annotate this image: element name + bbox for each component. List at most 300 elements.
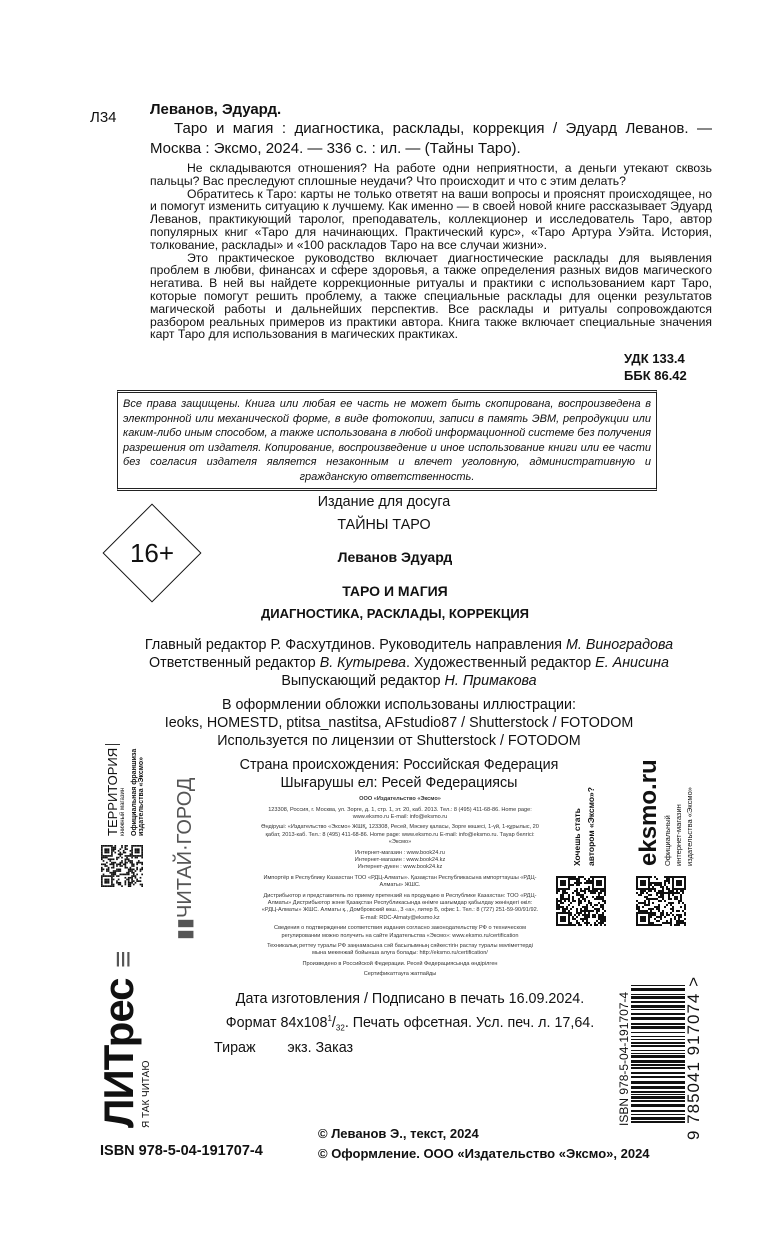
print-info	[200, 989, 620, 1059]
country-origin-kz: Шығарушы ел: Ресей Федерациясы	[280, 775, 518, 792]
qr-module	[564, 918, 566, 920]
qr-module	[664, 900, 666, 902]
qr-module	[674, 896, 676, 898]
qr-module	[562, 910, 564, 912]
qr-module	[664, 876, 666, 878]
qr-module	[668, 882, 670, 884]
qr-module	[658, 890, 660, 892]
qr-module	[596, 888, 598, 890]
qr-module	[674, 888, 676, 890]
qr-module	[668, 894, 670, 896]
qr-module	[642, 890, 644, 892]
qr-module	[118, 863, 120, 865]
qr-module	[118, 869, 120, 871]
qr-module	[580, 896, 582, 898]
qr-module	[131, 879, 133, 881]
qr-module	[650, 916, 652, 918]
qr-module	[556, 918, 558, 920]
qr-module	[644, 918, 646, 920]
qr-module	[113, 870, 115, 872]
qr-module	[588, 882, 590, 884]
qr-module	[562, 880, 564, 882]
qr-module	[654, 914, 656, 916]
qr-module	[560, 898, 562, 900]
qr-module	[556, 924, 558, 926]
copyright-line: © Леванов Э., текст, 2024	[318, 1126, 479, 1141]
qr-module	[121, 865, 123, 867]
qr-module	[638, 910, 640, 912]
qr-module	[640, 910, 642, 912]
qr-module	[113, 884, 115, 886]
qr-module	[666, 920, 668, 922]
qr-module	[566, 924, 568, 926]
qr-module	[564, 900, 566, 902]
publisher-line: ООО «Издательство «Эксмо»	[359, 796, 441, 803]
qr-module	[135, 877, 137, 879]
qr-module	[676, 898, 678, 900]
qr-module	[650, 894, 652, 896]
qr-module	[125, 847, 127, 849]
qr-module	[562, 894, 564, 896]
qr-module	[648, 918, 650, 920]
qr-module	[640, 882, 642, 884]
qr-module	[556, 904, 558, 906]
qr-module	[556, 878, 558, 880]
qr-module	[576, 884, 578, 886]
qr-module	[680, 906, 682, 908]
qr-module	[656, 916, 658, 918]
qr-module	[562, 918, 564, 920]
qr-module	[580, 888, 582, 890]
qr-module	[600, 914, 602, 916]
qr-module	[578, 914, 580, 916]
qr-module	[594, 876, 596, 878]
qr-module	[136, 845, 138, 847]
qr-module	[654, 906, 656, 908]
qr-module	[126, 848, 128, 850]
qr-module	[568, 922, 570, 924]
qr-module	[680, 882, 682, 884]
qr-module	[654, 898, 656, 900]
qr-module	[678, 882, 680, 884]
qr-module	[590, 910, 592, 912]
qr-module	[656, 920, 658, 922]
qr-module	[141, 845, 143, 847]
qr-module	[648, 904, 650, 906]
qr-module	[662, 898, 664, 900]
qr-module	[664, 892, 666, 894]
qr-module	[125, 862, 127, 864]
qr-module	[588, 902, 590, 904]
qr-module	[556, 912, 558, 914]
isbn: ISBN 978-5-04-191707-4	[100, 1143, 263, 1159]
qr-module	[131, 865, 133, 867]
qr-module	[668, 902, 670, 904]
qr-module	[560, 918, 562, 920]
qr-module	[678, 902, 680, 904]
qr-module	[136, 862, 138, 864]
qr-module	[128, 874, 130, 876]
barcode-bar	[631, 1110, 685, 1112]
barcode-bar	[631, 1081, 685, 1084]
udk-code: УДК 133.4	[624, 351, 685, 367]
qr-module	[114, 862, 116, 864]
qr-module	[644, 876, 646, 878]
qr-module	[560, 916, 562, 918]
qr-module	[678, 876, 680, 878]
qr-module	[582, 920, 584, 922]
qr-module	[111, 879, 113, 881]
qr-module	[566, 892, 568, 894]
qr-module	[582, 906, 584, 908]
format-den: 32	[335, 1023, 345, 1033]
qr-module	[103, 845, 105, 847]
qr-module	[648, 902, 650, 904]
qr-module	[676, 890, 678, 892]
qr-module	[128, 877, 130, 879]
qr-module	[676, 884, 678, 886]
qr-module	[568, 924, 570, 926]
qr-module	[133, 875, 135, 877]
qr-module	[141, 852, 143, 854]
qr-module	[660, 912, 662, 914]
qr-module	[636, 892, 638, 894]
qr-module	[684, 882, 686, 884]
qr-module	[126, 872, 128, 874]
qr-module	[560, 912, 562, 914]
qr-module	[652, 912, 654, 914]
qr-module	[682, 890, 684, 892]
qr-module	[586, 922, 588, 924]
qr-module	[650, 898, 652, 900]
qr-module	[670, 904, 672, 906]
qr-module	[108, 850, 110, 852]
book-author: Леванов Эдуард	[337, 549, 453, 566]
qr-module	[128, 879, 130, 881]
qr-module	[568, 880, 570, 882]
qr-module	[660, 918, 662, 920]
qr-module	[680, 894, 682, 896]
qr-module	[576, 878, 578, 880]
qr-module	[111, 845, 113, 847]
qr-module	[588, 890, 590, 892]
qr-module	[674, 876, 676, 878]
qr-module	[101, 852, 103, 854]
qr-module	[594, 922, 596, 924]
qr-module	[586, 918, 588, 920]
cover-credit: Ieoks, HOMESTD, ptitsa_nastitsa, AFstudio87 / Shutterstock / FOTODOM	[164, 715, 634, 732]
qr-module	[580, 900, 582, 902]
qr-module	[101, 875, 103, 877]
qr-module	[658, 924, 660, 926]
qr-module	[125, 865, 127, 867]
qr-module	[684, 914, 686, 916]
qr-module	[602, 912, 604, 914]
qr-module	[135, 850, 137, 852]
qr-module	[104, 879, 106, 881]
qr-module	[106, 855, 108, 857]
qr-module	[684, 880, 686, 882]
qr-module	[125, 863, 127, 865]
catalog-author: Леванов, Эдуард.	[150, 101, 282, 118]
qr-module	[660, 890, 662, 892]
copyright-line: © Оформление. ООО «Издательство «Эксмо», 2024	[318, 1146, 650, 1161]
qr-module	[556, 880, 558, 882]
publisher-line: Дистрибьютор и представитель по приему претензий на продукцию в Республике Казахстан: ТОО «РДЦ-Алматы» Дистрибьютор және Қазақстан Республикасында өнімге шағымдар қабылдау жөніндегі өкіл: «РДЦ-Алматы» ЖШС. Алматы қ., Домбровский көш., 3 «а», литер Б, офис 1. Тел.: 8 (727) 251-59-90/91/92. E-mail: RDC-Almaty@eksmo.kz	[261, 892, 539, 921]
qr-module	[684, 908, 686, 910]
qr-module	[638, 888, 640, 890]
barcode-bar	[631, 1009, 685, 1010]
qr-module	[560, 880, 562, 882]
qr-module	[672, 888, 674, 890]
qr-module	[678, 918, 680, 920]
qr-module	[578, 882, 580, 884]
qr-module	[113, 862, 115, 864]
qr-module	[103, 869, 105, 871]
book-title: ТАРО И МАГИЯ	[342, 583, 448, 600]
qr-module	[562, 896, 564, 898]
qr-module	[596, 924, 598, 926]
qr-module	[678, 920, 680, 922]
qr-module	[656, 882, 658, 884]
qr-module	[111, 852, 113, 854]
qr-module	[111, 855, 113, 857]
book-subtitle: ДИАГНОСТИКА, РАСКЛАДЫ, КОРРЕКЦИЯ	[260, 606, 530, 622]
barcode-bar	[631, 1067, 685, 1069]
qr-module	[682, 910, 684, 912]
qr-module	[600, 876, 602, 878]
qr-module	[572, 878, 574, 880]
qr-module	[640, 912, 642, 914]
qr-module	[660, 894, 662, 896]
qr-module	[592, 878, 594, 880]
qr-module	[566, 876, 568, 878]
qr-module	[116, 865, 118, 867]
territory-note: издательства «Эксмо»	[138, 757, 145, 836]
qr-module	[684, 922, 686, 924]
qr-module	[570, 876, 572, 878]
qr-module	[602, 906, 604, 908]
qr-module	[636, 878, 638, 880]
qr-module	[658, 892, 660, 894]
qr-module	[119, 884, 121, 886]
qr-module	[592, 906, 594, 908]
copyright	[318, 1124, 650, 1164]
qr-module	[604, 880, 606, 882]
qr-module	[138, 850, 140, 852]
qr-module	[640, 920, 642, 922]
qr-module	[101, 848, 103, 850]
qr-module	[650, 890, 652, 892]
qr-module	[131, 855, 133, 857]
qr-module	[109, 855, 111, 857]
qr-module	[104, 880, 106, 882]
qr-module	[111, 863, 113, 865]
qr-module	[118, 882, 120, 884]
qr-module	[108, 855, 110, 857]
qr-module	[125, 858, 127, 860]
qr-module	[574, 924, 576, 926]
qr-module	[590, 904, 592, 906]
qr-module	[560, 924, 562, 926]
qr-module	[666, 892, 668, 894]
qr-module	[131, 872, 133, 874]
qr-module	[136, 867, 138, 869]
qr-module	[580, 908, 582, 910]
qr-module	[108, 869, 110, 871]
qr-module	[580, 918, 582, 920]
qr-module	[646, 876, 648, 878]
qr-module	[140, 845, 142, 847]
barcode-bar	[631, 1072, 685, 1074]
qr-module	[108, 845, 110, 847]
barcode-bar	[631, 1045, 685, 1047]
qr-module	[680, 900, 682, 902]
qr-module	[564, 908, 566, 910]
qr-module	[558, 924, 560, 926]
qr-module	[672, 884, 674, 886]
chitai-gorod-wordmark: ЧИТАЙ·ГОРОД	[174, 777, 196, 918]
credit-text: . Художественный редактор	[406, 655, 596, 672]
qr-module	[109, 875, 111, 877]
qr-module	[588, 912, 590, 914]
qr-module	[574, 890, 576, 892]
qr-module	[592, 910, 594, 912]
qr-module	[586, 896, 588, 898]
barcode-bar	[631, 1017, 685, 1020]
credit-name: Н. Примакова	[444, 673, 537, 690]
qr-module	[668, 888, 670, 890]
qr-module	[604, 888, 606, 890]
qr-module	[582, 890, 584, 892]
qr-module	[104, 852, 106, 854]
qr-module	[666, 886, 668, 888]
qr-module	[684, 884, 686, 886]
qr-module	[604, 892, 606, 894]
qr-module	[113, 847, 115, 849]
qr-module	[141, 857, 143, 859]
qr-module	[106, 845, 108, 847]
qr-module	[592, 886, 594, 888]
eksmo-wordmark[interactable]: eksmo.ru	[635, 759, 662, 866]
qr-module	[562, 908, 564, 910]
qr-module	[131, 877, 133, 879]
qr-module	[564, 888, 566, 890]
qr-module	[572, 876, 574, 878]
qr-module	[109, 858, 111, 860]
qr-module	[662, 886, 664, 888]
qr-module	[576, 920, 578, 922]
qr-module	[135, 852, 137, 854]
qr-module	[590, 890, 592, 892]
qr-module	[138, 852, 140, 854]
qr-module	[644, 884, 646, 886]
eksmo-note: Официальный	[663, 815, 672, 866]
qr-module	[588, 922, 590, 924]
qr-module	[638, 902, 640, 904]
qr-module	[602, 920, 604, 922]
qr-module	[594, 888, 596, 890]
qr-module	[101, 845, 103, 847]
qr-module	[590, 902, 592, 904]
territory-logo	[104, 744, 145, 836]
qr-module	[133, 865, 135, 867]
qr-module	[128, 869, 130, 871]
qr-module	[586, 924, 588, 926]
qr-module	[638, 924, 640, 926]
qr-module	[654, 888, 656, 890]
qr-module	[568, 878, 570, 880]
qr-module	[119, 855, 121, 857]
country-origin: Страна происхождения: Российская Федерация	[239, 757, 559, 774]
qr-module	[564, 880, 566, 882]
qr-module	[562, 912, 564, 914]
qr-module	[596, 912, 598, 914]
qr-module	[562, 916, 564, 918]
qr-module	[111, 872, 113, 874]
qr-module	[130, 853, 132, 855]
qr-module	[644, 900, 646, 902]
qr-module	[660, 924, 662, 926]
qr-module	[141, 885, 143, 887]
qr-module	[114, 852, 116, 854]
qr-module	[588, 910, 590, 912]
qr-module	[658, 920, 660, 922]
qr-module	[636, 888, 638, 890]
qr-module	[118, 875, 120, 877]
qr-module	[138, 880, 140, 882]
qr-module	[136, 852, 138, 854]
qr-module	[130, 867, 132, 869]
qr-module	[576, 888, 578, 890]
qr-module	[668, 890, 670, 892]
qr-module	[668, 896, 670, 898]
qr-module	[600, 888, 602, 890]
qr-module	[642, 918, 644, 920]
qr-module	[111, 858, 113, 860]
qr-module	[604, 920, 606, 922]
qr-module	[584, 918, 586, 920]
qr-module	[654, 890, 656, 892]
qr-code[interactable]	[556, 876, 606, 926]
qr-module	[106, 869, 108, 871]
qr-module	[104, 855, 106, 857]
qr-code[interactable]	[636, 876, 686, 926]
qr-module	[596, 898, 598, 900]
qr-module	[136, 855, 138, 857]
qr-module	[672, 910, 674, 912]
qr-module	[111, 877, 113, 879]
qr-module	[114, 847, 116, 849]
qr-module	[574, 900, 576, 902]
qr-module	[582, 918, 584, 920]
qr-module	[684, 888, 686, 890]
qr-module	[562, 924, 564, 926]
qr-module	[660, 896, 662, 898]
qr-module	[135, 845, 137, 847]
qr-module	[119, 863, 121, 865]
qr-module	[106, 852, 108, 854]
qr-module	[131, 880, 133, 882]
qr-module	[594, 904, 596, 906]
qr-module	[684, 924, 686, 926]
qr-module	[664, 922, 666, 924]
qr-module	[141, 874, 143, 876]
format-num: 1	[327, 1013, 332, 1023]
qr-module	[141, 867, 143, 869]
qr-module	[125, 845, 127, 847]
qr-module	[111, 880, 113, 882]
